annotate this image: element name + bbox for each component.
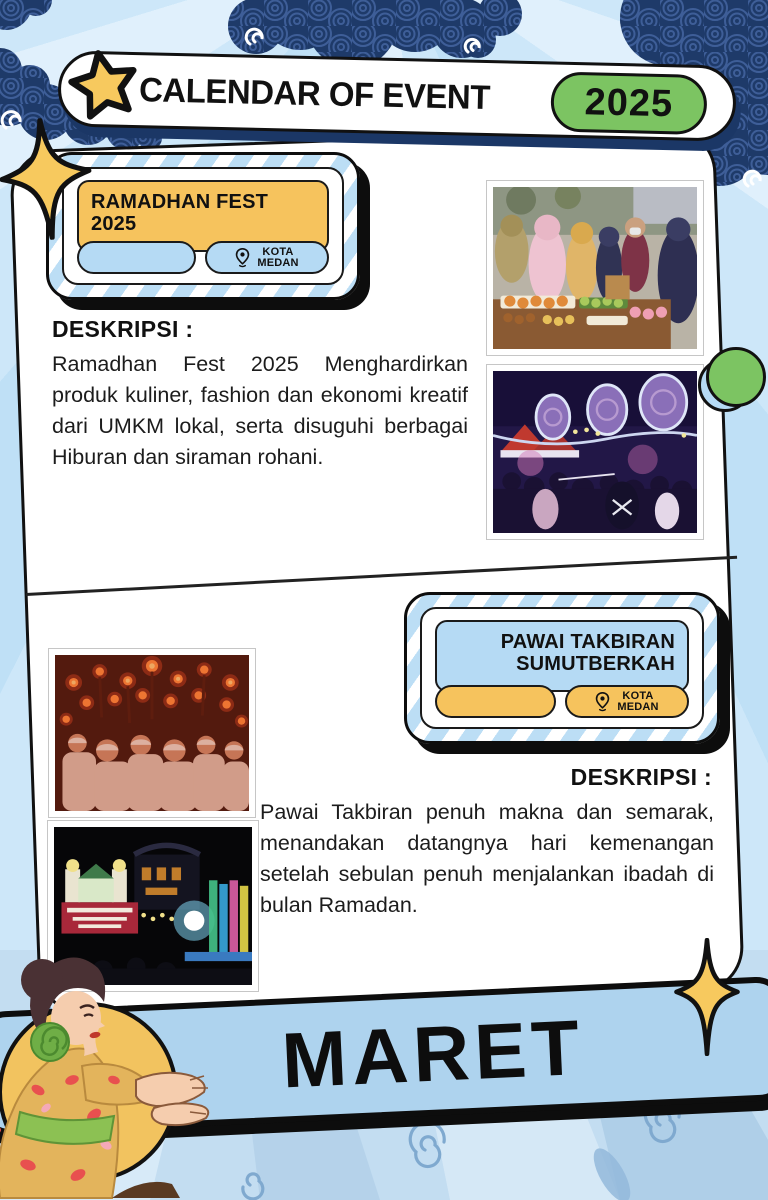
year-badge: 2025 [550, 72, 707, 136]
event-location-pill [205, 241, 329, 274]
photo-illustration [493, 371, 697, 533]
dancer-illustration [0, 940, 238, 1200]
photo-illustration [493, 187, 697, 349]
event-title [435, 620, 689, 692]
event-card-pawai-takbiran [404, 592, 720, 744]
location-city-word: KOTA [622, 689, 654, 702]
event-title-line2: 2025 [91, 213, 137, 235]
sparkle-icon [0, 114, 98, 245]
location-name-word: MEDAN [257, 256, 299, 269]
event-description: Ramadhan Fest 2025 Menghardirkan produk kuliner, fashion dan ekonomi kreatif dari UMKM lokal, serta disuguhi berbagai Hiburan dan siraman rohani. [52, 352, 468, 469]
event-card-inner [420, 607, 704, 729]
deskripsi-heading: DESKRIPSI : [52, 316, 194, 342]
star-icon [64, 45, 144, 125]
location-name-word: MEDAN [617, 700, 659, 713]
sparkle-icon [674, 938, 740, 1056]
event-card-inner [62, 167, 344, 285]
deskripsi-heading: DESKRIPSI : [570, 764, 712, 790]
green-circle-decoration [706, 347, 766, 407]
location-city-word: KOTA [262, 245, 294, 258]
month-label: MARET [279, 1002, 586, 1105]
event-location-pill [565, 685, 689, 718]
photo-night-market [486, 364, 704, 540]
event-title-line1: RAMADHAN FEST [91, 191, 269, 213]
event-date-pill [435, 685, 556, 718]
event-description: Pawai Takbiran penuh makna dan semarak, menandakan datangnya hari kemenangan setelah sebulan penuh menjalankan ibadah di bulan Ramadan. [260, 800, 714, 917]
event-meta-row [435, 685, 689, 718]
location-pin-icon [235, 247, 250, 268]
event-location-label [617, 691, 658, 713]
event-title-line2: SUMUTBERKAH [516, 653, 675, 675]
page-title: CALENDAR OF EVENT [138, 70, 491, 117]
photo-ramadhan-fest-stall [486, 180, 704, 356]
photo-illustration [55, 655, 249, 811]
header-banner [57, 50, 737, 141]
event-title-line1: PAWAI TAKBIRAN [500, 631, 675, 653]
event-date-pill [77, 241, 196, 274]
event-location-label [257, 247, 298, 269]
photo-torch-parade [48, 648, 256, 818]
event-meta-row [77, 241, 329, 274]
location-pin-icon [595, 691, 610, 712]
